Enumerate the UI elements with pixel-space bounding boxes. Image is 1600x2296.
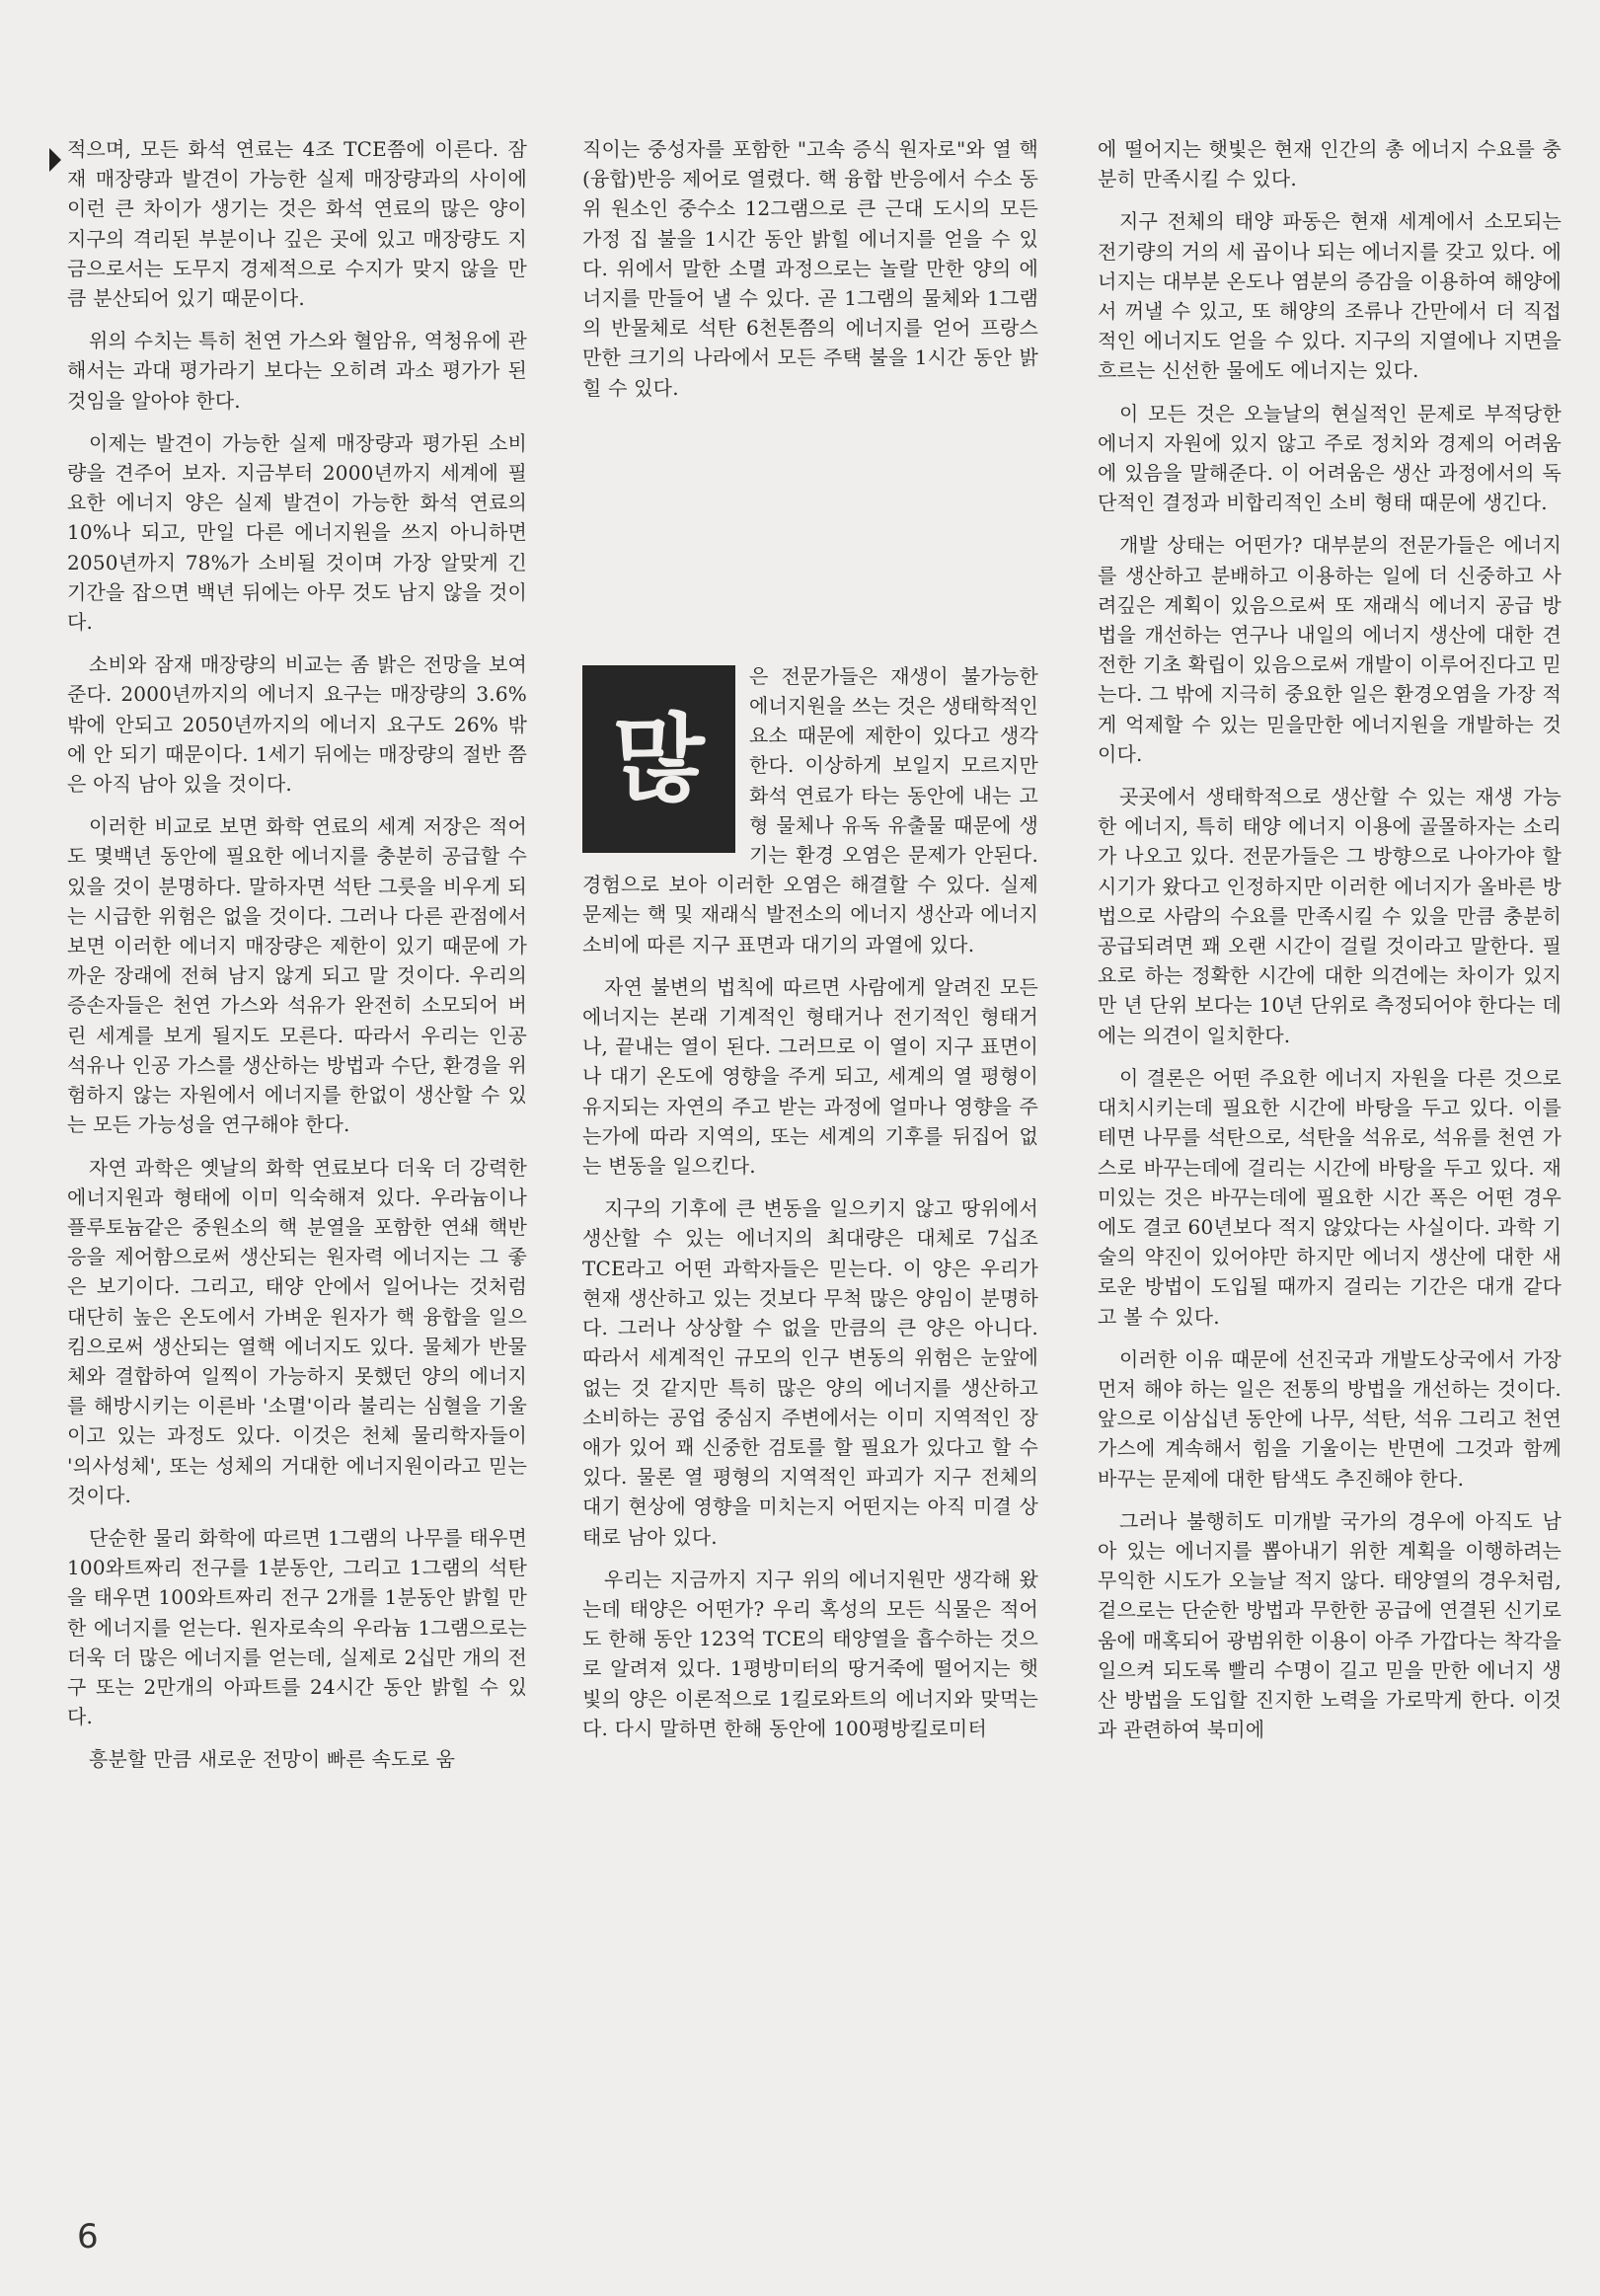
paragraph: 단순한 물리 화학에 따르면 1그램의 나무를 태우면 100와트짜리 전구를 1분동안, 그리고 1그램의 석탄을 태우면 100와트짜리 전구 2개를 1분동안 밝힐 만한 에너지를 얻는다. 원자로속의 우라늄 1그램으로는 더욱 더 많은 에너지를 얻는데, 실제로 2십만 개의 전구 또는 2만개의 아파트를 24시간 동안 밝힐 수 있다. xyxy=(67,1525,527,1729)
paragraph: 우리는 지금까지 지구 위의 에너지원만 생각해 왔는데 태양은 어떤가? 우리 혹성의 모든 식물은 적어도 한해 동안 123억 TCE의 태양열을 흡수하는 것으로 알려져 있다. 1평방미터의 땅거죽에 떨어지는 햇빛의 양은 이론적으로 1킬로와트의 에너지와 맞먹는다. 다시 말하면 한해 동안에 100평방킬로미터 xyxy=(582,1567,1038,1740)
text-column-2 xyxy=(582,134,1038,1756)
paragraph: 직이는 중성자를 포함한 "고속 증식 원자로"와 열 핵(융합)반응 제어로 열렸다. 핵 융합 반응에서 수소 동위 원소인 중수소 12그램으로 큰 근대 도시의 모든 가정 집 불을 1시간 동안 밝힐 에너지를 얻을 수 있다. 위에서 말한 소멸 과정으로는 놀랄 만한 양의 에너지를 만들어 낼 수 있다. 곧 1그램의 물체와 1그램의 반물체로 석탄 6천톤쯤의 에너지를 얻어 프랑스만한 크기의 나라에서 모든 주택 불을 1시간 동안 밝힐 수 있다. xyxy=(582,137,1038,400)
paragraph: 위의 수치는 특히 천연 가스와 혈암유, 역청유에 관해서는 과대 평가라기 보다는 오히려 과소 평가가 된 것임을 알아야 한다. xyxy=(67,329,527,413)
paragraph: 그러나 불행히도 미개발 국가의 경우에 아직도 남아 있는 에너지를 뽑아내기 위한 계획을 이행하려는 무익한 시도가 오늘날 적지 않다. 태양열의 경우처럼, 겉으로는 단순한 방법과 무한한 공급에 연결된 신기로움에 매혹되어 광범위한 이용이 아주 가깝다는 착각을 일으켜 되도록 빨리 수명이 길고 믿을 만한 에너지 생산 방법을 도입할 진지한 노력을 가로막게 한다. 이것과 관련하여 북미에 xyxy=(1098,1508,1562,1742)
paragraph: 흥분할 만큼 새로운 전망이 빠른 속도로 움 xyxy=(89,1747,456,1772)
paragraph: 이 결론은 어떤 주요한 에너지 자원을 다른 것으로 대치시키는데 필요한 시간에 바탕을 두고 있다. 이를테면 나무를 석탄으로, 석탄을 석유로, 석유를 천연 가스로 바꾸는데에 걸리는 시간에 바탕을 두고 있다. 재미있는 것은 바꾸는데에 필요한 시간 폭은 어떤 경우에도 결코 60년보다 적지 않았다는 사실이다. 과학 기술의 약진이 있어야만 하지만 에너지 생산에 대한 새로운 방법이 도입될 때까지 걸리는 기간은 대개 같다고 볼 수 있다. xyxy=(1098,1065,1562,1329)
text-column-1 xyxy=(67,134,527,1788)
paragraph: 지구 전체의 태양 파동은 현재 세계에서 소모되는 전기량의 거의 세 곱이나 되는 에너지를 갖고 있다. 에너지는 대부분 온도나 염분의 증감을 이용하여 해양에서 꺼낼 수 있고, 또 해양의 조류나 간만에서 더 직접적인 에너지도 얻을 수 있다. 지구의 지열에나 지면을 흐르는 신선한 물에도 에너지는 있다. xyxy=(1098,209,1562,383)
dropcap-section xyxy=(582,661,1038,959)
dropcap: 많 xyxy=(582,665,735,853)
paragraph: 자연 불변의 법칙에 따르면 사람에게 알려진 모든 에너지는 본래 기계적인 형태거나 전기적인 형태거나, 끝내는 열이 된다. 그러므로 이 열이 지구 표면이나 대기 온도에 영향을 주게 되고, 세계의 열 평형이 유지되는 자연의 주고 받는 과정에 얼마나 영향을 주는가에 따라 지역의, 또는 세계의 기후를 뒤집어 없는 변동을 일으킨다. xyxy=(582,974,1038,1179)
paragraph: 개발 상태는 어떤가? 대부분의 전문가들은 에너지를 생산하고 분배하고 이용하는 일에 더 신중하고 사려깊은 계획이 있음으로써 또 재래식 에너지 공급 방법을 개선하는 연구나 내일의 에너지 생산에 대한 견전한 기초 확립이 있음으로써 개발이 이루어진다고 믿는다. 그 밖에 지극히 중요한 일은 환경오염을 가장 적게 억제할 수 있는 믿을만한 에너지원을 개발하는 것이다. xyxy=(1098,533,1562,766)
paragraph: 이러한 비교로 보면 화학 연료의 세계 저장은 적어도 몇백년 동안에 필요한 에너지를 충분히 공급할 수 있을 것이 분명하다. 말하자면 석탄 그릇을 비우게 되는 시급한 위험은 없을 것이다. 그러나 다른 관점에서 보면 이러한 에너지 매장량은 제한이 있기 때문에 가까운 장래에 전혀 남지 않게 되고 말 것이다. 우리의 증손자들은 천연 가스와 석유가 완전히 소모되어 버린 세계를 보게 될지도 모른다. 따라서 우리는 인공 석유나 인공 가스를 생산하는 방법과 수단, 환경을 위험하지 않는 자원에서 에너지를 한없이 생산할 수 있는 모든 가능성을 연구해야 한다. xyxy=(67,814,527,1137)
paragraph: 지구의 기후에 큰 변동을 일으키지 않고 땅위에서 생산할 수 있는 에너지의 최대량은 대체로 7십조 TCE라고 어떤 과학자들은 믿는다. 이 양은 우리가 현재 생산하고 있는 것보다 무척 많은 양임이 분명하다. 그러나 상상할 수 없을 만큼의 큰 양은 아니다. 따라서 세계적인 규모의 인구 변동의 위험은 눈앞에 없는 것 같지만 특히 많은 양의 에너지를 생산하고 소비하는 공업 중심지 주변에서는 이미 지역적인 장애가 있어 꽤 신중한 검토를 할 필요가 있다고 할 수 있다. 물론 열 평형의 지역적인 파괴가 지구 전체의 대기 현상에 영향을 미치는지 어떤지는 아직 미결 상태로 남아 있다. xyxy=(582,1196,1038,1549)
paragraph: 자연 과학은 옛날의 화학 연료보다 더욱 더 강력한 에너지원과 형태에 이미 익숙해져 있다. 우라늄이나 플루토늄같은 중원소의 핵 분열을 포함한 연쇄 핵반응을 제어함으로써 생산되는 원자력 에너지는 그 좋은 보기이다. 그리고, 태양 안에서 일어나는 것처럼 대단히 높은 온도에서 가벼운 원자가 핵 융합을 일으킴으로써 생산되는 열핵 에너지도 있다. 물체가 반물체와 결합하여 일찍이 가능하지 못했던 양의 에너지를 해방시키는 이른바 '소멸'이라 불리는 심혈을 기울이고 있는 과정도 있다. 이것은 천체 물리학자들이 '의사성체', 또는 성체의 거대한 에너지원이라고 믿는 것이다. xyxy=(67,1155,527,1507)
paragraph: 적으며, 모든 화석 연료는 4조 TCE쯤에 이른다. 잠재 매장량과 발견이 가능한 실제 매장량과의 사이에 이런 큰 차이가 생기는 것은 화석 연료의 많은 양이 지구의 격리된 부분이나 깊은 곳에 있고 매장량도 지금으로서는 도무지 경제적으로 수지가 맞지 않을 만큼 분산되어 있기 때문이다. xyxy=(67,137,527,311)
page-number: 6 xyxy=(77,2217,99,2257)
paragraph: 곳곳에서 생태학적으로 생산할 수 있는 재생 가능한 에너지, 특히 태양 에너지 이용에 골몰하자는 소리가 나오고 있다. 전문가들은 그 방향으로 나아가야 할 시기가 왔다고 인정하지만 이러한 에너지가 올바른 방법으로 사람의 수요를 만족시킬 수 있을 만큼 충분히 공급되려면 꽤 오랜 시간이 걸릴 것이라고 말한다. 필요로 하는 정확한 시간에 대한 의견에는 차이가 있지만 년 단위 보다는 10년 단위로 측정되어야 한다는 데에는 의견이 일치한다. xyxy=(1098,785,1562,1047)
paragraph: 에 떨어지는 햇빛은 현재 인간의 총 에너지 수요를 충분히 만족시킬 수 있다. xyxy=(1098,137,1562,191)
text-column-3 xyxy=(1098,134,1562,1757)
paragraph: 소비와 잠재 매장량의 비교는 좀 밝은 전망을 보여 준다. 2000년까지의 에너지 요구는 매장량의 3.6%밖에 안되고 2050년까지의 에너지 요구도 26% 밖에 안 되기 때문이다. 1세기 뒤에는 매장량의 절반 쯤은 아직 남아 있을 것이다. xyxy=(67,652,527,797)
paragraph: 은 전문가들은 재생이 불가능한 에너지원을 쓰는 것은 생태학적인 요소 때문에 제한이 있다고 생각한다. 이상하게 보일지 모르지만 화석 연료가 타는 동안에 내는 고형 물체나 유독 유출물 때문에 생기는 환경 오염은 문제가 안된다. 경험으로 보아 이러한 오염은 해결할 수 있다. 실제 문제는 핵 및 재래식 발전소의 에너지 생산과 에너지 소비에 따른 지구 표면과 대기의 과열에 있다. xyxy=(582,663,1038,957)
section-marker-icon xyxy=(49,148,61,172)
paragraph: 이제는 발견이 가능한 실제 매장량과 평가된 소비량을 견주어 보자. 지금부터 2000년까지 세계에 필요한 에너지 양은 실제 발견이 가능한 화석 연료의 10%나 되고, 만일 다른 에너지원을 쓰지 아니하면 2050년까지 78%가 소비될 것이며 가장 알맞게 긴 기간을 잡으면 백년 뒤에는 아무 것도 남지 않을 것이다. xyxy=(67,430,527,635)
paragraph: 이러한 이유 때문에 선진국과 개발도상국에서 가장 먼저 해야 하는 일은 전통의 방법을 개선하는 것이다. 앞으로 이삼십년 동안에 나무, 석탄, 석유 그리고 천연 가스에 계속해서 힘을 기울이는 반면에 그것과 함께 바꾸는 문제에 대한 탐색도 추진해야 한다. xyxy=(1098,1346,1562,1491)
paragraph: 이 모든 것은 오늘날의 현실적인 문제로 부적당한 에너지 자원에 있지 않고 주로 정치와 경제의 어려움에 있음을 말해준다. 이 어려움은 생산 과정에서의 독단적인 결정과 비합리적인 소비 형태 때문에 생긴다. xyxy=(1098,401,1562,515)
